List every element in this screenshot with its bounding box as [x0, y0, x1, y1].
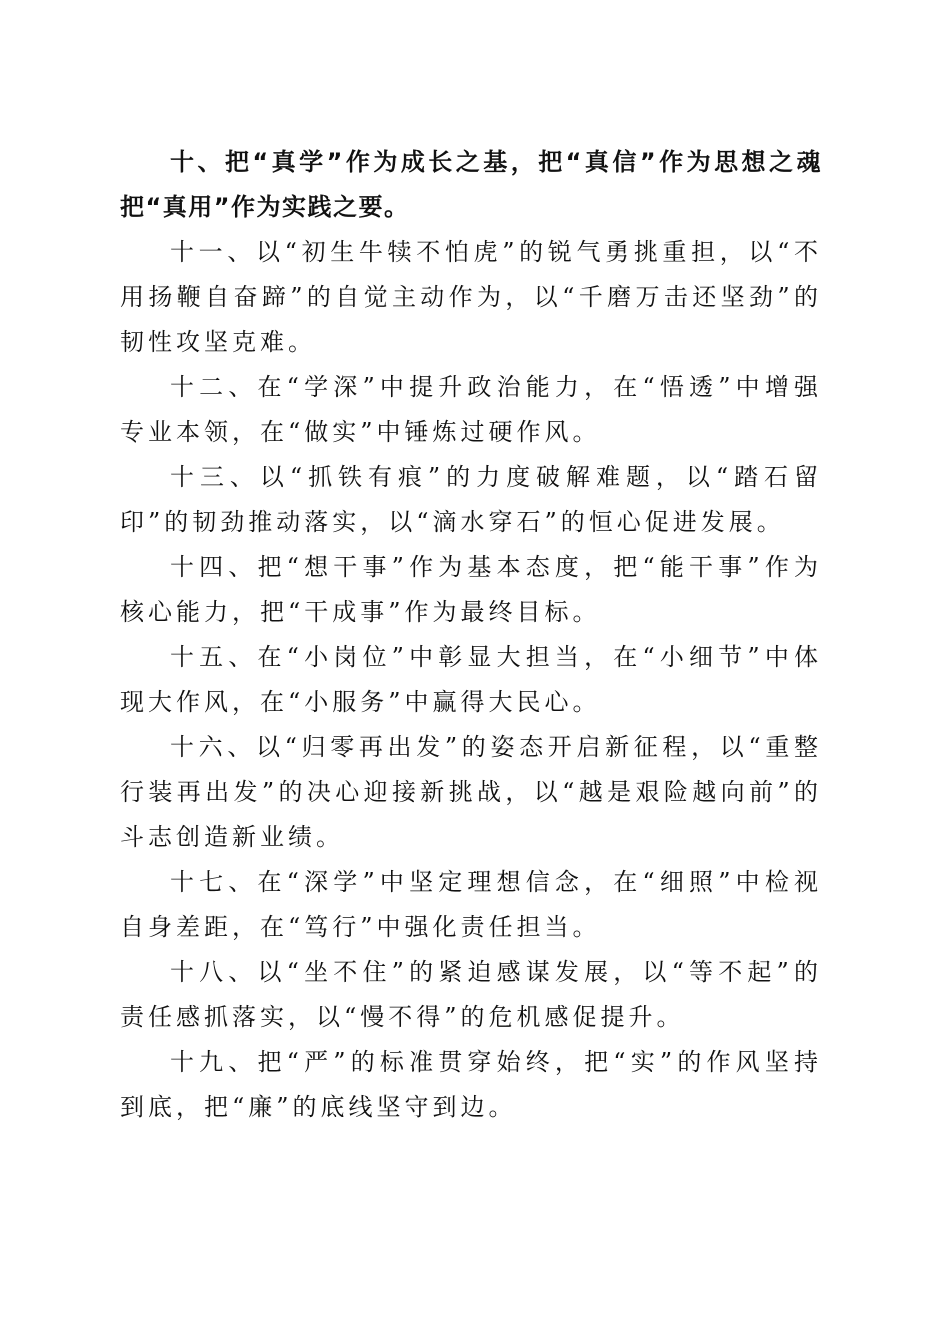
- paragraph-18: 十八、以“坐不住”的紧迫感谋发展，以“等不起”的责任感抓落实，以“慢不得”的危机感促提升。: [120, 958, 822, 1031]
- paragraph-16: 十六、以“归零再出发”的姿态开启新征程，以“重整行装再出发”的决心迎接新挑战，以“越是艰险越向前”的斗志创造新业绩。: [120, 733, 822, 851]
- paragraph-14: 十四、把“想干事”作为基本态度，把“能干事”作为核心能力，把“干成事”作为最终目标。: [120, 553, 822, 626]
- paragraph-12: 十二、在“学深”中提升政治能力，在“悟透”中增强专业本领，在“做实”中锤炼过硬作风。: [120, 373, 822, 446]
- paragraph-13: 十三、以“抓铁有痕”的力度破解难题，以“踏石留印”的韧劲推动落实，以“滴水穿石”的恒心促进发展。: [120, 463, 822, 536]
- paragraph-17: 十七、在“深学”中坚定理想信念，在“细照”中检视自身差距，在“笃行”中强化责任担当。: [120, 868, 822, 941]
- paragraph-15: 十五、在“小岗位”中彰显大担当，在“小细节”中体现大作风，在“小服务”中赢得大民心。: [120, 643, 822, 716]
- document-body: [120, 140, 822, 1130]
- paragraph-11: 十一、以“初生牛犊不怕虎”的锐气勇挑重担，以“不用扬鞭自奋蹄”的自觉主动作为，以“千磨万击还坚劲”的韧性攻坚克难。: [120, 238, 822, 356]
- paragraph-10: 十、把“真学”作为成长之基，把“真信”作为思想之魂把“真用”作为实践之要。: [120, 148, 822, 221]
- paragraph-19: 十九、把“严”的标准贯穿始终，把“实”的作风坚持到底，把“廉”的底线坚守到边。: [120, 1048, 822, 1121]
